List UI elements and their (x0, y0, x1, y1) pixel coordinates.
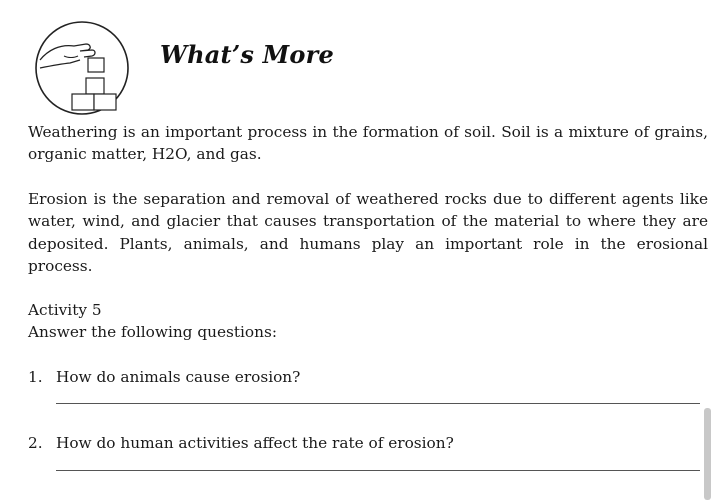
erosion-paragraph: Erosion is the separation and removal of weathered rocks due to different agents like water, wind, and glacier that causes transportation of the material to where they are deposited. Plants, animals, and humans play an important role in the erosional process. (28, 190, 708, 275)
activity-block (28, 299, 277, 344)
question-text: How do human activities affect the rate of erosion? (56, 434, 454, 452)
question-number: 1. (28, 368, 43, 386)
hand-stacking-blocks-icon (34, 20, 130, 116)
activity-instruction: Answer the following questions: (28, 323, 277, 342)
activity-title: Activity 5 (28, 301, 102, 319)
section-header (34, 18, 354, 118)
answer-line[interactable] (56, 470, 700, 471)
question-item (28, 366, 300, 388)
question-item (28, 432, 454, 454)
question-number: 2. (28, 434, 43, 452)
scrollbar[interactable] (704, 408, 711, 500)
question-text: How do animals cause erosion? (56, 368, 301, 386)
weathering-paragraph: Weathering is an important process in the formation of soil. Soil is a mixture of grains, organic matter, H2O, and gas. (28, 123, 708, 164)
answer-line[interactable] (56, 403, 700, 404)
page-title: What’s More (160, 40, 334, 69)
